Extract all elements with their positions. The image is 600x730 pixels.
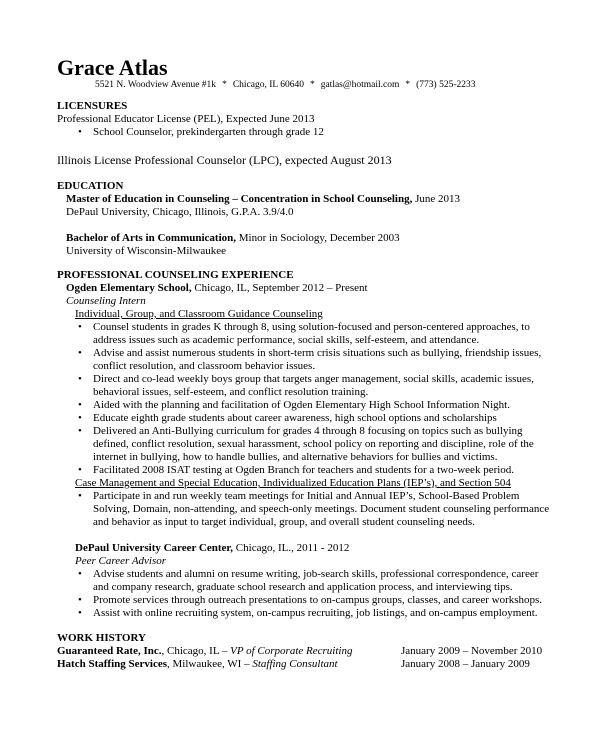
list-item: • Promote services through outreach presentations to on-campus groups, classes, and career workshops. [74,594,542,607]
pel-list [74,126,324,139]
pel-license: Professional Educator License (PEL), Expected June 2013 [57,113,315,125]
bachelors-line [66,232,400,245]
work-row-2 [57,658,338,671]
job1-line [66,282,368,295]
phone: (773) 525-2233 [416,80,476,90]
masters-date: June 2013 [412,193,461,205]
masters-line [66,193,460,206]
job1-title: Counseling Intern [66,295,146,307]
bachelors-minor: Minor in Sociology, December 2003 [236,232,400,244]
education-heading: EDUCATION [57,180,124,192]
list-item: • School Counselor, prekindergarten through grade 12 [74,126,324,139]
email: gatlas@hotmail.com [320,80,400,90]
work-org: Hatch Staffing Services [57,658,167,670]
licensures-heading: LICENSURES [57,100,128,112]
experience-heading: PROFESSIONAL COUNSELING EXPERIENCE [57,269,294,281]
work-location: , Milwaukee, WI – [166,658,253,670]
list-item: • Aided with the planning and facilitation of Ogden Elementary High School Information Night. [74,399,541,412]
job2-org: DePaul University Career Center, [75,542,234,554]
separator: * [309,80,315,90]
job2-location-dates: Chicago, IL., 2011 - 2012 [233,542,350,554]
work-org: Guaranteed Rate, Inc. [57,645,162,657]
job1-org: Ogden Elementary School, [66,282,192,294]
work-location: , Chicago, IL – [161,645,231,657]
work-title: Staffing Consultant [252,658,338,670]
separator: * [405,80,411,90]
work-history-heading: WORK HISTORY [57,632,146,644]
list-item: • Advise and assist numerous students in short-term crisis situations such as bullying, friendship issues, conflict resolution, and classroom behavior issues. [74,347,541,373]
contact-line [95,79,476,91]
masters-school: DePaul University, Chicago, Illinois, G.P.A. 3.9/4.0 [66,206,294,218]
bachelors-degree: Bachelor of Arts in Communication, [66,232,236,244]
address: 5521 N. Woodview Avenue #1k [95,80,217,90]
list-item: • Direct and co-lead weekly boys group that targets anger management, social skills, academic issues, behavioral issues, self-esteem, and conflict resolution training. [74,373,541,399]
candidate-name: Grace Atlas [57,55,168,80]
separator: * [222,80,227,90]
work-row-1 [57,645,352,658]
job1-duties-2 [74,490,549,529]
job2-duties [74,568,542,620]
job2-line [75,542,349,555]
job1-location-dates: Chicago, IL, September 2012 – Present [191,282,368,294]
job2-title: Peer Career Advisor [75,555,167,567]
work-dates-1: January 2009 – November 2010 [401,645,543,657]
masters-degree: Master of Education in Counseling – Concentration in School Counseling, [66,193,413,205]
work-title: VP of Corporate Recruiting [230,645,353,657]
list-item: • Educate eighth grade students about career awareness, high school options and scholarships [74,412,541,425]
lpc-license: Illinois License Professional Counselor (LPC), expected August 2013 [57,153,392,167]
work-dates-2: January 2008 – January 2009 [401,658,530,670]
list-item: • Assist with online recruiting system, on-campus recruiting, job listings, and on-campus employment. [74,607,542,620]
list-item: • Counsel students in grades K through 8, using solution-focused and person-centered approaches, to address issues such as academic performance, social skills, self-esteem, and attendance. [74,321,541,347]
bachelors-school: University of Wisconsin-Milwaukee [66,245,227,257]
city: Chicago, IL 60640 [232,80,304,90]
list-item: • Delivered an Anti-Bullying curriculum for grades 4 through 8 focusing on topics such as bullying defined, conflict resolution, sexual harassment, school policy on reporting and discipline, role of the internet in bullying, how to handle bullies, and alternative behaviors for bullies and victims. [74,425,541,464]
list-item: • Advise students and alumni on resume writing, job-search skills, professional correspondence, career and company research, graduate school research and application process, and interviewing tips. [74,568,542,594]
job1-subheading-1: Individual, Group, and Classroom Guidance Counseling [75,308,323,320]
job1-subheading-2: Case Management and Special Education, Individualized Education Plans (IEP’s), and Section 504 [75,477,511,489]
job1-duties-1 [74,321,541,477]
list-item: • Facilitated 2008 ISAT testing at Ogden Branch for teachers and students for a two-week period. [74,464,541,477]
list-item: • Participate in and run weekly team meetings for Initial and Annual IEP’s, School-Based Problem Solving, Domain, non-attending, and speech-only meetings. Document student counseling performance and behavior as input to target individual, group, and overall student counseling needs. [74,490,549,529]
